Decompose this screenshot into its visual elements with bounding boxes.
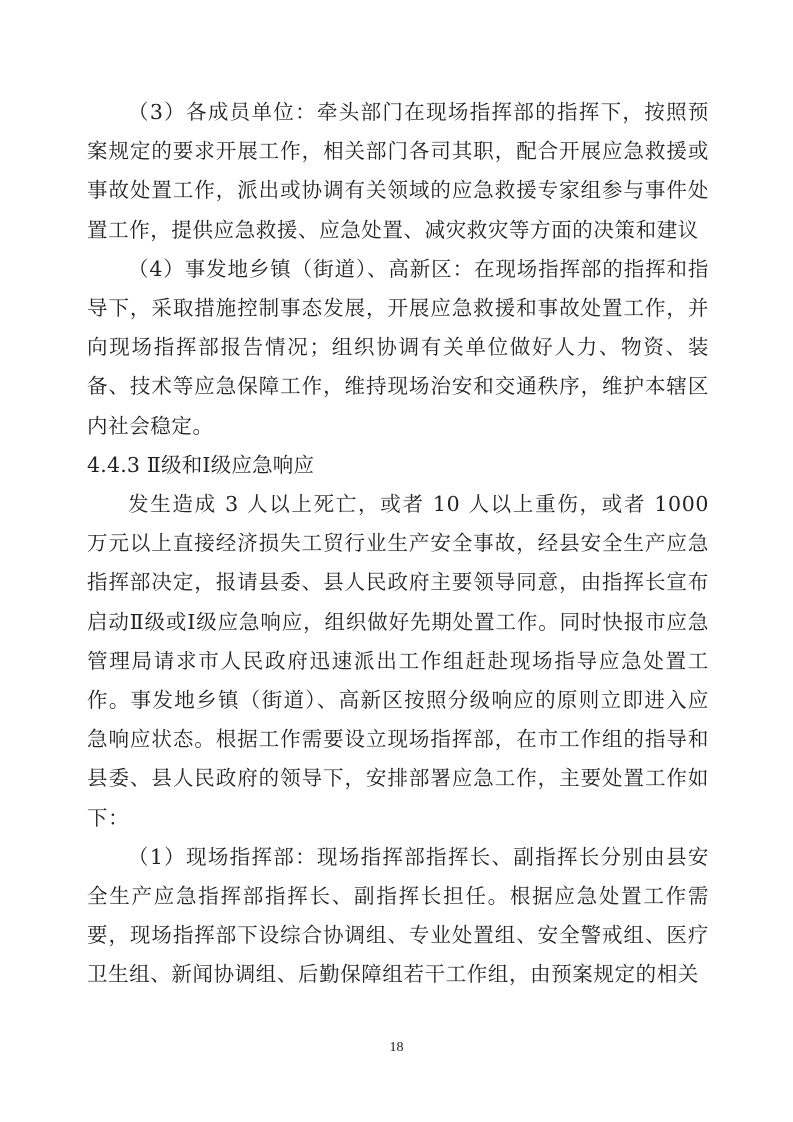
paragraph-field-command: （1）现场指挥部：现场指挥部指挥长、副指挥长分别由县安全生产应急指挥部指挥长、副指挥长担任。根据应急处置工作需要，现场指挥部下设综合协调组、专业处置组、安全警戒组、医疗卫生组、新闻协调组、后勤保障组若干工作组，由预案规定的相关 (87, 844, 709, 987)
body-text (87, 93, 709, 995)
paragraph-response-trigger: 发生造成 3 人以上死亡，或者 10 人以上重伤，或者 1000 万元以上直接经济损失工贸行业生产安全事故，经县安全生产应急指挥部决定，报请县委、县人民政府主要领导同意，由指挥长宣布启动Ⅱ级或Ⅰ级应急响应，组织做好先期处置工作。同时快报市应急管理局请求市人民政府迅速派出工作组赶赴现场指导应急处置工作。事发地乡镇（街道）、高新区按照分级响应的原则立即进入应急响应状态。根据工作需要设立现场指挥部，在市工作组的指导和县委、县人民政府的领导下，安排部署应急工作，主要处置工作如下： (87, 492, 709, 830)
paragraph-member-units: （3）各成员单位：牵头部门在现场指挥部的指挥下，按照预案规定的要求开展工作，相关部门各司其职，配合开展应急救援或事故处置工作，派出或协调有关领域的应急救援专家组参与事件处置工作，提供应急救援、应急处置、减灾救灾等方面的决策和建议 (87, 100, 709, 242)
section-heading: 4.4.3 Ⅱ级和Ⅰ级应急响应 (87, 452, 315, 477)
paragraph-township-district: （4）事发地乡镇（街道）、高新区：在现场指挥部的指挥和指导下，采取措施控制事态发展，开展应急救援和事故处置工作，并向现场指挥部报告情况；组织协调有关单位做好人力、物资、装备、技术等应急保障工作，维持现场治安和交通秩序，维护本辖区内社会稳定。 (87, 256, 709, 438)
page-number: 18 (389, 1040, 404, 1055)
